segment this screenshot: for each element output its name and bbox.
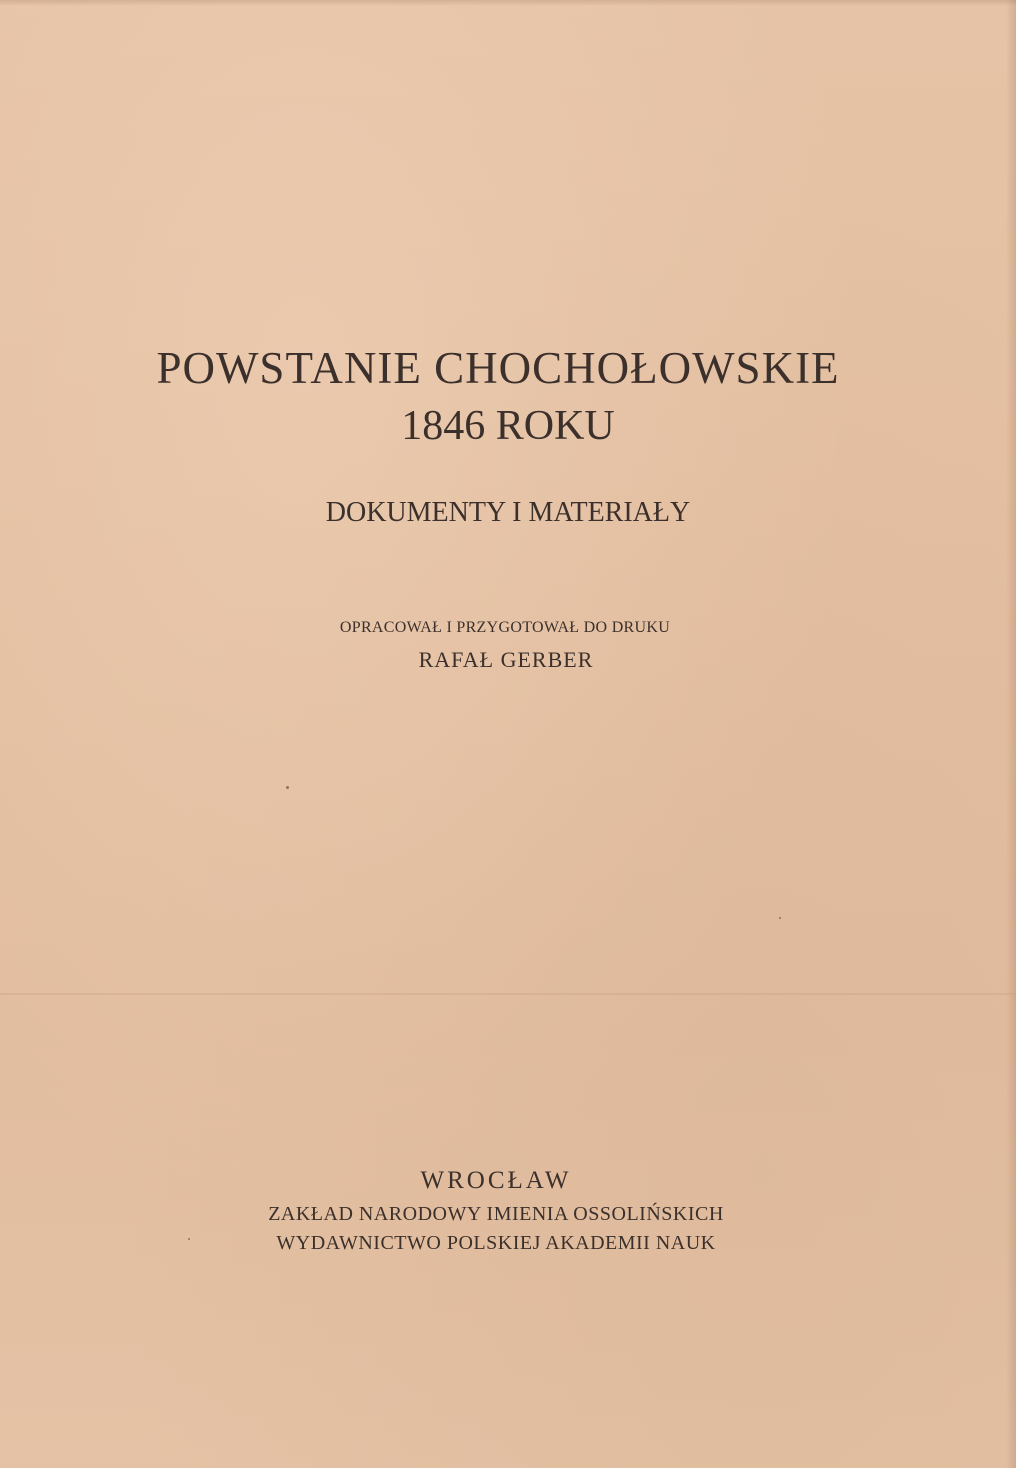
publisher-line-2: WYDAWNICTWO POLSKIEJ AKADEMII NAUK <box>276 1232 716 1254</box>
editor-note: OPRACOWAŁ I PRZYGOTOWAŁ DO DRUKU <box>339 619 671 636</box>
paper-edge-right <box>1006 0 1016 1468</box>
paper-edge-top <box>0 0 1016 6</box>
paper-speck <box>188 1238 190 1240</box>
paper-speck <box>286 786 289 789</box>
paper-speck <box>779 917 781 919</box>
book-subtitle: DOKUMENTY I MATERIAŁY <box>325 497 691 528</box>
publication-city: WROCŁAW <box>420 1167 572 1194</box>
book-title-line-2: 1846 ROKU <box>401 403 615 449</box>
book-title-line-1: POWSTANIE CHOCHOŁOWSKIE <box>156 343 840 393</box>
paper-fold-line <box>0 993 1016 995</box>
publisher-line-1: ZAKŁAD NARODOWY IMIENIA OSSOLIŃSKICH <box>268 1203 724 1225</box>
editor-name: RAFAŁ GERBER <box>418 647 594 672</box>
